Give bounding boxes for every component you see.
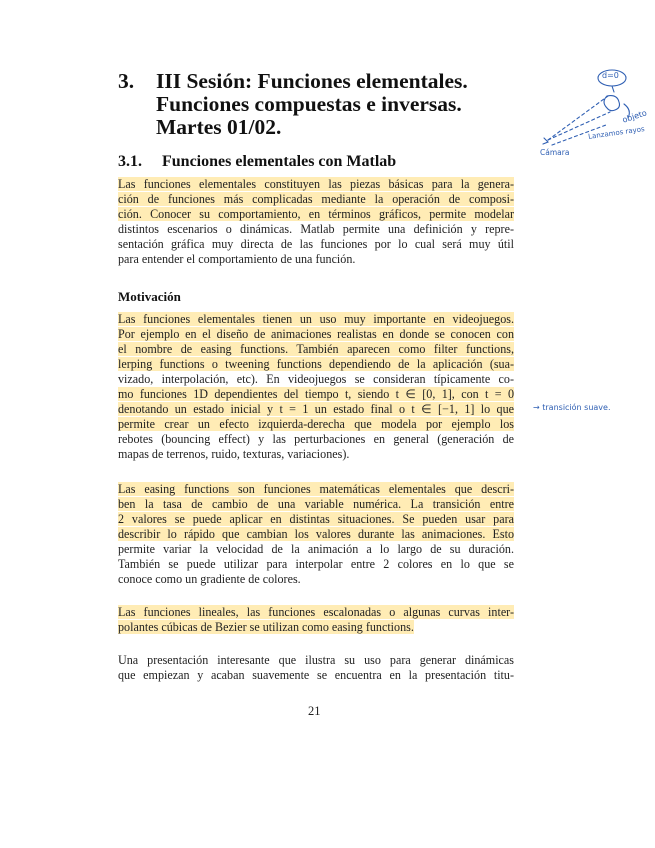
text-line: vizado, interpolación, etc). En videojuegos se consideran típicamente co- — [118, 372, 514, 386]
text-line: Las easing functions son funciones matemáticas elementales que descri- — [118, 482, 514, 496]
annotation-objeto: objeto — [621, 108, 648, 125]
motivacion-heading: Motivación — [118, 289, 181, 304]
text-line: Las funciones elementales constituyen las piezas básicas para la genera- — [118, 177, 514, 191]
text-line: ción. Conocer su comportamiento, en términos gráficos, permite modelar — [118, 207, 514, 221]
subsection-number: 3.1. — [118, 153, 142, 170]
text-line: Una presentación interesante que ilustra su uso para generar dinámicas — [118, 653, 514, 667]
section-number: 3. — [118, 69, 135, 93]
text-line: polantes cúbicas de Bezier se utilizan como easing functions. — [118, 620, 414, 634]
text-line: para entender el comportamiento de una función. — [118, 252, 356, 266]
text-line: rebotes (bouncing effect) y las perturbaciones en general (generación de — [118, 432, 514, 446]
text-line: ción de funciones más complicadas mediante la operación de composi- — [118, 192, 514, 206]
text-line: denotando un estado inicial y t = 1 un estado final o t ∈ [−1, 1] lo que — [118, 402, 514, 416]
text-line: el nombre de easing functions. También aparecen como filter functions, — [118, 342, 514, 356]
text-line: lerping functions o tweening functions dependiendo de la aplicación (sua- — [118, 357, 514, 371]
text-line: ben la tasa de cambio de una variable numérica. La transición entre — [118, 497, 514, 511]
text-line: Las funciones lineales, las funciones escalonadas o algunas curvas inter- — [118, 605, 514, 619]
text-line: permite variar la velocidad de la animación a lo largo de su duración. — [118, 542, 514, 556]
annotation-d0: d=0 — [602, 71, 619, 80]
text-line: Las funciones elementales tienen un uso muy importante en videojuegos. — [118, 312, 514, 326]
subsection-title: Funciones elementales con Matlab — [162, 153, 397, 170]
text-line: permite crear un efecto izquierda-derecha que modela por ejemplo los — [118, 417, 514, 431]
text-line: sentación gráfica muy directa de las funciones por lo cual será muy útil — [118, 237, 514, 251]
text-line: Por ejemplo en el diseño de animaciones realistas en donde se conocen con — [118, 327, 514, 341]
page-number: 21 — [308, 704, 321, 718]
text-line: 2 valores se puede aplicar en distintas situaciones. Se pueden usar para — [118, 512, 514, 526]
text-line: describir lo rápido que cambian los valores durante las animaciones. Esto — [118, 527, 514, 541]
annotation-transicion: → transición suave. — [533, 403, 611, 412]
annotation-camara: Cámara — [540, 148, 570, 157]
section-title: III Sesión: Funciones elementales. Funciones compuestas e inversas. Martes 01/02. — [156, 69, 468, 139]
sketch-stem — [612, 86, 614, 92]
text-line: mapas de terrenos, ruido, texturas, variaciones). — [118, 447, 350, 461]
text-line: distintos escenarios o dinámicas. Matlab permite una definición y repre- — [118, 222, 514, 236]
text-line: conoce como un gradiente de colores. — [118, 572, 301, 586]
text-line: También se puede utilizar para interpolar entre 2 colores en lo que se — [118, 557, 514, 571]
text-line: que empiezan y acaban suavemente se encuentra en la presentación titu- — [118, 668, 514, 682]
camera-mark — [543, 138, 548, 144]
text-line: mo funciones 1D dependientes del tiempo t, siendo t ∈ [0, 1], con t = 0 — [118, 387, 514, 401]
annotation-lanzamos-rayos: Lanzamos rayos — [587, 125, 646, 141]
